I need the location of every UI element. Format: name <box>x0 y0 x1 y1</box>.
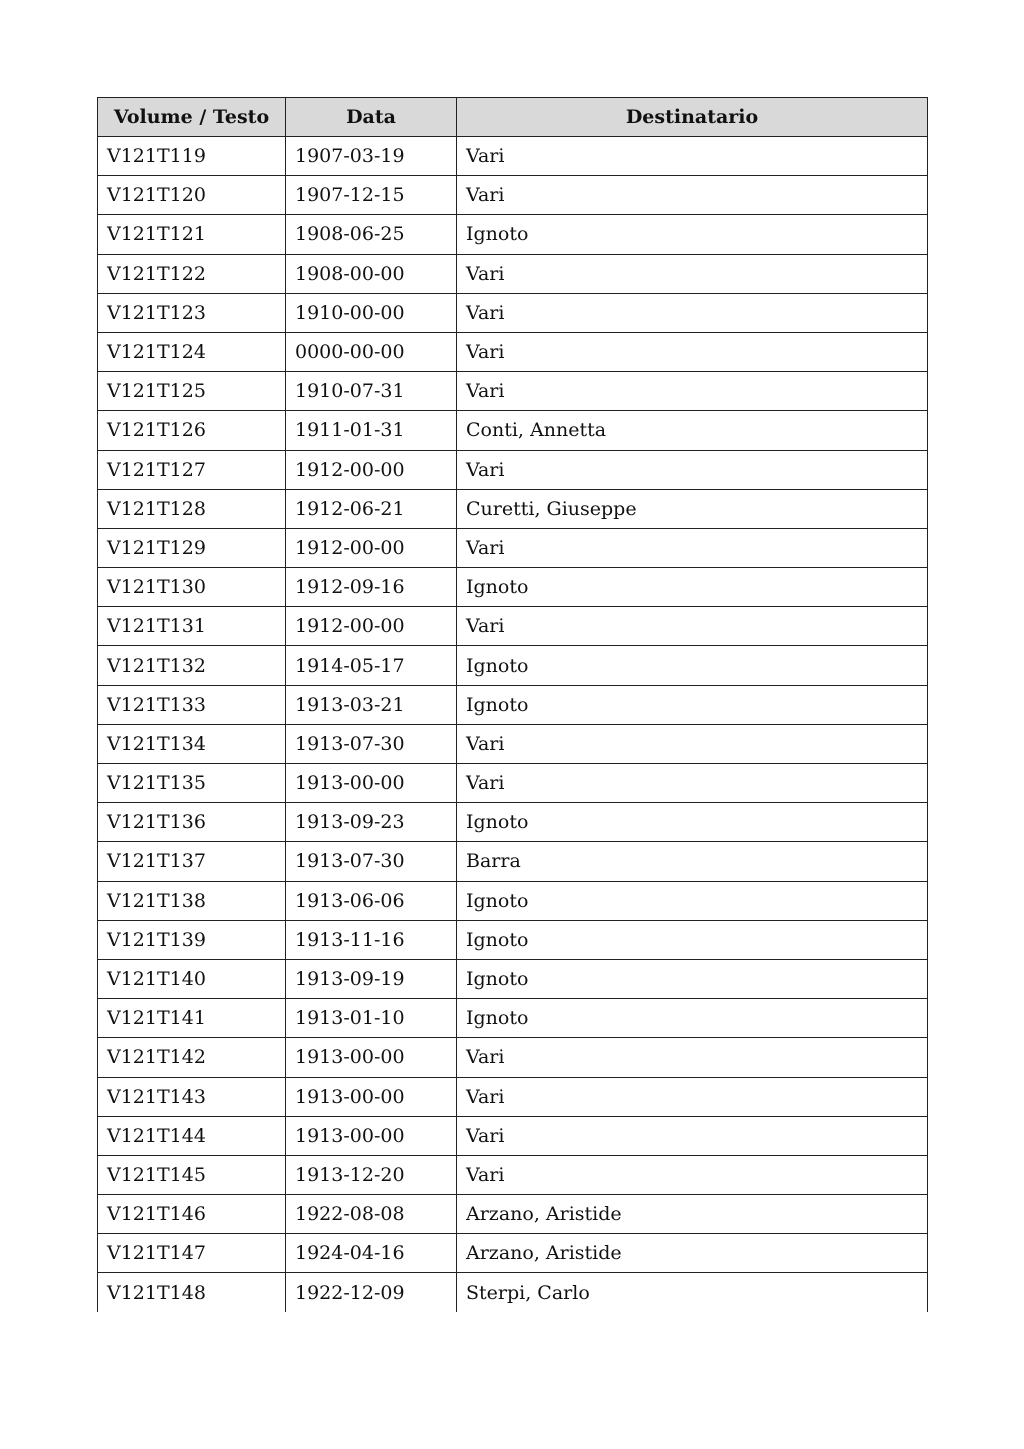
cell-volume: V121T145 <box>98 1155 286 1194</box>
cell-date: 1910-00-00 <box>286 293 457 332</box>
cell-recipient: Vari <box>457 1155 928 1194</box>
cell-date: 1913-00-00 <box>286 1116 457 1155</box>
cell-volume: V121T147 <box>98 1234 286 1273</box>
cell-recipient: Ignoto <box>457 568 928 607</box>
cell-date: 0000-00-00 <box>286 332 457 371</box>
table-row <box>98 215 928 254</box>
table-row <box>98 568 928 607</box>
letters-table <box>97 97 928 1312</box>
cell-date: 1912-00-00 <box>286 450 457 489</box>
table-row <box>98 411 928 450</box>
cell-recipient: Barra <box>457 842 928 881</box>
cell-date: 1913-11-16 <box>286 920 457 959</box>
column-header-recipient: Destinatario <box>457 98 928 137</box>
table-row <box>98 137 928 176</box>
cell-date: 1907-12-15 <box>286 176 457 215</box>
cell-volume: V121T148 <box>98 1273 286 1312</box>
cell-volume: V121T141 <box>98 999 286 1038</box>
cell-recipient: Conti, Annetta <box>457 411 928 450</box>
table-row <box>98 1195 928 1234</box>
table-row <box>98 764 928 803</box>
table-row <box>98 959 928 998</box>
cell-volume: V121T139 <box>98 920 286 959</box>
cell-recipient: Ignoto <box>457 959 928 998</box>
cell-date: 1913-07-30 <box>286 724 457 763</box>
cell-date: 1912-09-16 <box>286 568 457 607</box>
cell-recipient: Curetti, Giuseppe <box>457 489 928 528</box>
cell-date: 1922-08-08 <box>286 1195 457 1234</box>
cell-recipient: Arzano, Aristide <box>457 1234 928 1273</box>
cell-volume: V121T142 <box>98 1038 286 1077</box>
table-row <box>98 372 928 411</box>
table-row <box>98 1273 928 1312</box>
cell-recipient: Vari <box>457 332 928 371</box>
cell-recipient: Vari <box>457 176 928 215</box>
table-row <box>98 332 928 371</box>
table-row <box>98 842 928 881</box>
table-row <box>98 1077 928 1116</box>
table-row <box>98 1038 928 1077</box>
cell-date: 1908-00-00 <box>286 254 457 293</box>
cell-volume: V121T129 <box>98 528 286 567</box>
cell-date: 1914-05-17 <box>286 646 457 685</box>
cell-volume: V121T137 <box>98 842 286 881</box>
cell-date: 1924-04-16 <box>286 1234 457 1273</box>
cell-recipient: Vari <box>457 450 928 489</box>
cell-date: 1910-07-31 <box>286 372 457 411</box>
cell-date: 1913-00-00 <box>286 1077 457 1116</box>
cell-date: 1911-01-31 <box>286 411 457 450</box>
cell-recipient: Vari <box>457 528 928 567</box>
cell-volume: V121T134 <box>98 724 286 763</box>
cell-volume: V121T121 <box>98 215 286 254</box>
column-header-volume: Volume / Testo <box>98 98 286 137</box>
table-row <box>98 646 928 685</box>
cell-recipient: Ignoto <box>457 646 928 685</box>
table-body <box>98 137 928 1313</box>
table-row <box>98 999 928 1038</box>
cell-date: 1913-07-30 <box>286 842 457 881</box>
table-row <box>98 489 928 528</box>
cell-date: 1913-00-00 <box>286 764 457 803</box>
cell-volume: V121T125 <box>98 372 286 411</box>
cell-recipient: Sterpi, Carlo <box>457 1273 928 1312</box>
cell-recipient: Arzano, Aristide <box>457 1195 928 1234</box>
cell-date: 1913-12-20 <box>286 1155 457 1194</box>
cell-date: 1922-12-09 <box>286 1273 457 1312</box>
cell-volume: V121T146 <box>98 1195 286 1234</box>
cell-recipient: Vari <box>457 607 928 646</box>
cell-volume: V121T133 <box>98 685 286 724</box>
cell-volume: V121T136 <box>98 803 286 842</box>
cell-volume: V121T143 <box>98 1077 286 1116</box>
cell-recipient: Vari <box>457 1116 928 1155</box>
cell-recipient: Ignoto <box>457 999 928 1038</box>
cell-recipient: Vari <box>457 372 928 411</box>
cell-recipient: Vari <box>457 1077 928 1116</box>
cell-volume: V121T119 <box>98 137 286 176</box>
cell-volume: V121T122 <box>98 254 286 293</box>
table-row <box>98 685 928 724</box>
cell-date: 1907-03-19 <box>286 137 457 176</box>
table-row <box>98 1155 928 1194</box>
cell-recipient: Ignoto <box>457 920 928 959</box>
cell-volume: V121T138 <box>98 881 286 920</box>
cell-recipient: Vari <box>457 724 928 763</box>
cell-recipient: Ignoto <box>457 803 928 842</box>
column-header-date: Data <box>286 98 457 137</box>
cell-volume: V121T130 <box>98 568 286 607</box>
cell-recipient: Ignoto <box>457 881 928 920</box>
cell-volume: V121T124 <box>98 332 286 371</box>
cell-volume: V121T132 <box>98 646 286 685</box>
cell-recipient: Vari <box>457 1038 928 1077</box>
cell-volume: V121T135 <box>98 764 286 803</box>
table-row <box>98 450 928 489</box>
table-row <box>98 293 928 332</box>
cell-volume: V121T127 <box>98 450 286 489</box>
table-row <box>98 528 928 567</box>
table-row <box>98 724 928 763</box>
cell-recipient: Vari <box>457 254 928 293</box>
cell-recipient: Vari <box>457 137 928 176</box>
table-row <box>98 920 928 959</box>
table-row <box>98 881 928 920</box>
table-row <box>98 254 928 293</box>
cell-recipient: Ignoto <box>457 215 928 254</box>
cell-recipient: Ignoto <box>457 685 928 724</box>
cell-date: 1913-00-00 <box>286 1038 457 1077</box>
table-row <box>98 803 928 842</box>
cell-volume: V121T123 <box>98 293 286 332</box>
cell-volume: V121T140 <box>98 959 286 998</box>
cell-date: 1912-00-00 <box>286 607 457 646</box>
cell-date: 1908-06-25 <box>286 215 457 254</box>
cell-recipient: Vari <box>457 764 928 803</box>
table-header <box>98 98 928 137</box>
cell-volume: V121T144 <box>98 1116 286 1155</box>
cell-date: 1913-09-23 <box>286 803 457 842</box>
cell-volume: V121T126 <box>98 411 286 450</box>
cell-recipient: Vari <box>457 293 928 332</box>
cell-date: 1912-06-21 <box>286 489 457 528</box>
cell-date: 1913-03-21 <box>286 685 457 724</box>
cell-date: 1913-01-10 <box>286 999 457 1038</box>
cell-volume: V121T131 <box>98 607 286 646</box>
cell-date: 1913-06-06 <box>286 881 457 920</box>
cell-volume: V121T120 <box>98 176 286 215</box>
cell-volume: V121T128 <box>98 489 286 528</box>
table-row <box>98 1234 928 1273</box>
cell-date: 1912-00-00 <box>286 528 457 567</box>
cell-date: 1913-09-19 <box>286 959 457 998</box>
table-row <box>98 607 928 646</box>
table-row <box>98 1116 928 1155</box>
header-row <box>98 98 928 137</box>
table-row <box>98 176 928 215</box>
